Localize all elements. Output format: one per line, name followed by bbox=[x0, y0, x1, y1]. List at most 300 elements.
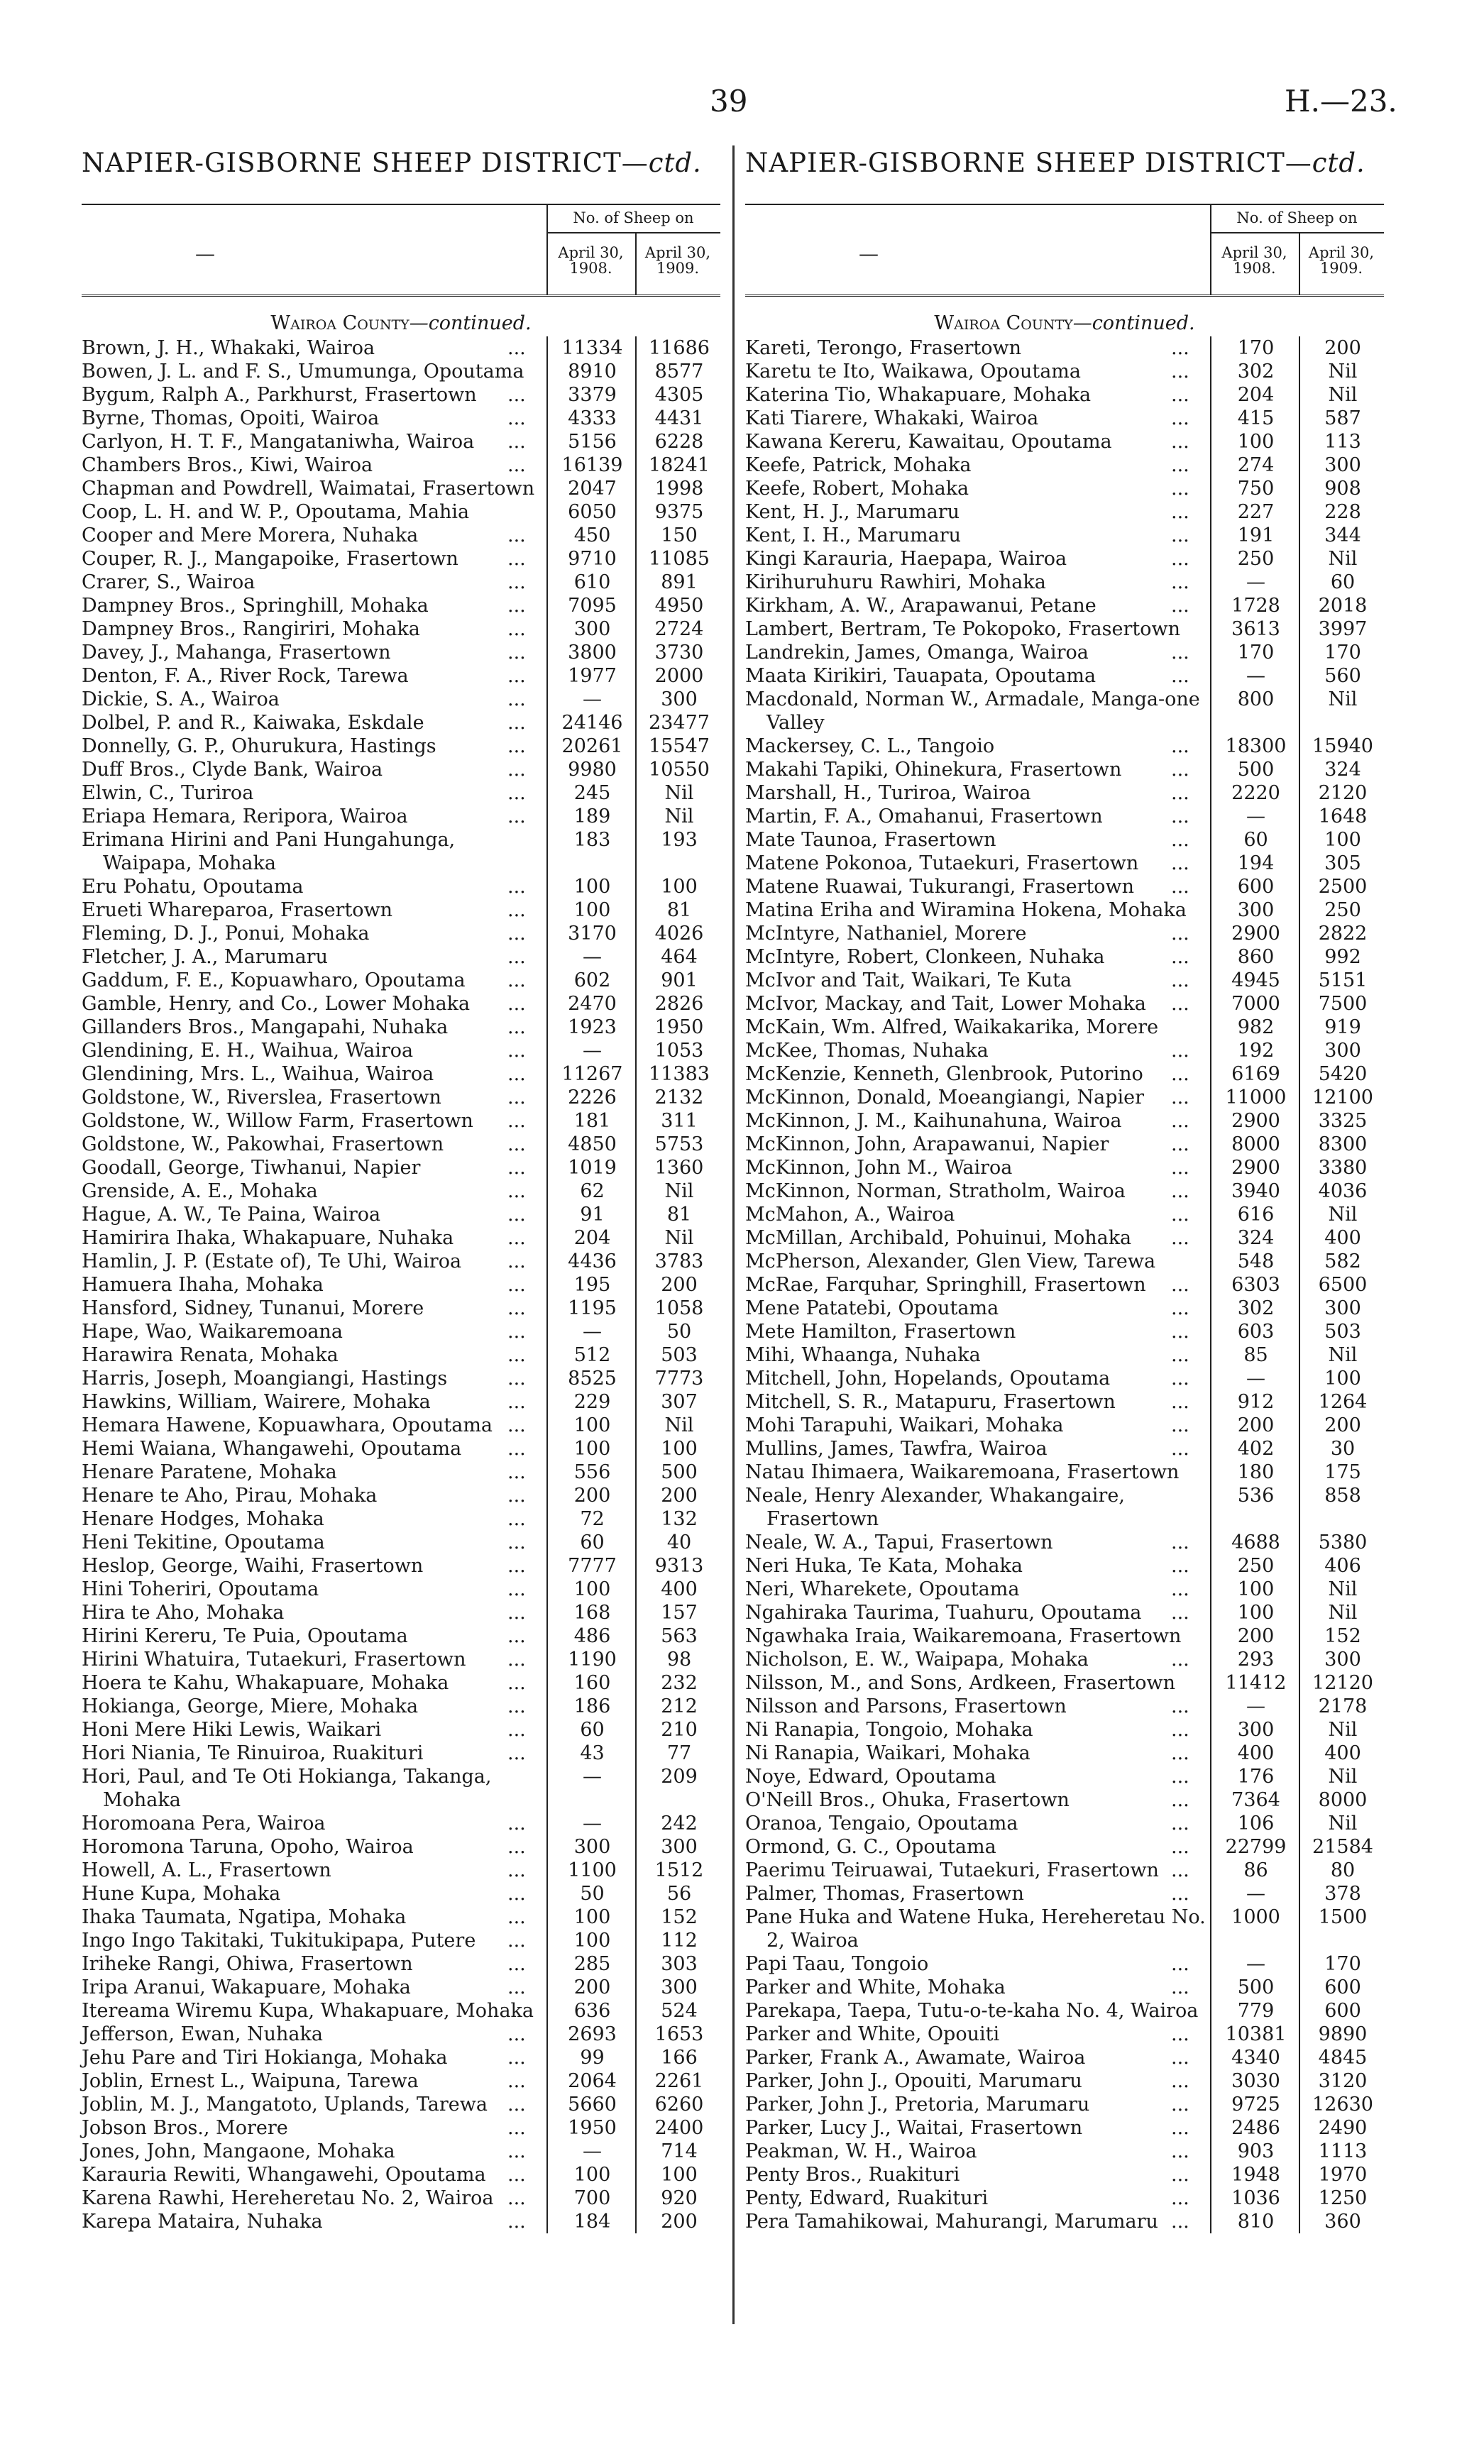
sheep-1908: 3379 bbox=[546, 383, 637, 407]
owner-name: Hokianga, George, Miere, Mohaka bbox=[82, 1695, 419, 1717]
sheep-1908: 486 bbox=[546, 1624, 637, 1648]
owner-name: Dolbel, P. and R., Kaiwaka, Eskdale bbox=[82, 712, 424, 734]
table-row bbox=[82, 2069, 720, 2093]
owner-name: Hamuera Ihaha, Mohaka bbox=[82, 1274, 324, 1296]
owner-name: Goodall, George, Tiwhanui, Napier bbox=[82, 1157, 421, 1179]
sheep-1908: — bbox=[546, 1765, 637, 1812]
sheep-1909: 81 bbox=[635, 898, 722, 922]
sheep-1909: Nil bbox=[1299, 1343, 1385, 1367]
sheep-1909: 100 bbox=[635, 1437, 722, 1461]
leader-dots: ... bbox=[507, 735, 526, 757]
sheep-1908: 810 bbox=[1210, 2210, 1300, 2233]
leader-dots: ... bbox=[507, 407, 526, 429]
leader-dots: ... bbox=[1171, 2023, 1189, 2045]
sheep-1908: 636 bbox=[546, 1999, 637, 2023]
owner-name: Gaddum, F. E., Kopuawharo, Opoutama bbox=[82, 969, 466, 991]
sheep-1908: 2486 bbox=[1210, 2116, 1300, 2140]
owner-name: Paerimu Teiruawai, Tutaekuri, Frasertown bbox=[745, 1859, 1159, 1881]
leader-dots: ... bbox=[1171, 524, 1189, 546]
owner-name: Nilsson and Parsons, Frasertown bbox=[745, 1695, 1067, 1717]
table-row bbox=[82, 407, 720, 430]
leader-dots: ... bbox=[1171, 1976, 1189, 1998]
owner-name: Joblin, Ernest L., Waipuna, Tarewa bbox=[82, 2070, 419, 2092]
leader-dots: ... bbox=[507, 1953, 526, 1975]
owner-name: McIntyre, Nathaniel, Morere bbox=[745, 923, 1027, 945]
sheep-1909: 992 bbox=[1299, 945, 1385, 969]
sheep-1909: Nil bbox=[1299, 1601, 1385, 1624]
table-row bbox=[745, 1554, 1384, 1578]
leader-dots: ... bbox=[1171, 642, 1189, 664]
leader-dots: ... bbox=[1171, 501, 1189, 523]
sheep-1908: 60 bbox=[1210, 828, 1300, 852]
owner-name: McKain, Wm. Alfred, Waikakarika, Morere bbox=[745, 1016, 1159, 1038]
table-row bbox=[745, 1461, 1384, 1484]
county-name: Wairoa County bbox=[934, 312, 1073, 334]
table-row bbox=[82, 945, 720, 969]
leader-dots: ... bbox=[507, 1742, 526, 1764]
sheep-1909: 1950 bbox=[635, 1016, 722, 1039]
leader-dots: ... bbox=[507, 899, 526, 921]
leader-dots: ... bbox=[507, 1695, 526, 1717]
table-row bbox=[82, 1133, 720, 1156]
table-row bbox=[745, 2140, 1384, 2163]
sheep-1908: 860 bbox=[1210, 945, 1300, 969]
leader-dots: ... bbox=[1171, 1953, 1189, 1975]
sheep-1909: 3997 bbox=[1299, 617, 1385, 641]
sheep-1908: 450 bbox=[546, 524, 637, 547]
sheep-1909: Nil bbox=[635, 1226, 722, 1250]
sheep-1909: 21584 bbox=[1299, 1835, 1385, 1859]
owner-name: Hini Toheriri, Opoutama bbox=[82, 1578, 319, 1600]
owner-name: Horomoana Pera, Wairoa bbox=[82, 1813, 326, 1835]
sheep-1909: 2000 bbox=[635, 664, 722, 688]
table-row bbox=[82, 1929, 720, 1952]
table-row bbox=[82, 875, 720, 898]
leader-dots: ... bbox=[507, 337, 526, 359]
sheep-1909: 200 bbox=[1299, 1414, 1385, 1437]
table-row bbox=[82, 735, 720, 758]
table-row bbox=[82, 1859, 720, 1882]
owner-name: Bowen, J. L. and F. S., Umumunga, Opoutama bbox=[82, 361, 524, 383]
leader-dots: ... bbox=[507, 923, 526, 945]
table-row bbox=[745, 2163, 1384, 2187]
sheep-1909: 193 bbox=[635, 828, 722, 875]
owner-name: Neale, W. A., Tapui, Frasertown bbox=[745, 1531, 1053, 1553]
owner-name: Hague, A. W., Te Paina, Wairoa bbox=[82, 1204, 381, 1226]
leader-dots: ... bbox=[507, 1016, 526, 1038]
owner-name: Peakman, W. H., Wairoa bbox=[745, 2140, 977, 2162]
table-row bbox=[745, 1976, 1384, 1999]
leader-dots: ... bbox=[507, 1813, 526, 1835]
leader-dots: ... bbox=[1171, 1555, 1189, 1577]
sheep-1909: 1264 bbox=[1299, 1390, 1385, 1414]
owner-name: Parker, Frank A., Awamate, Wairoa bbox=[745, 2047, 1086, 2069]
sheep-1908: 4688 bbox=[1210, 1531, 1300, 1554]
sheep-1908: — bbox=[546, 945, 637, 969]
sheep-1909: 1250 bbox=[1299, 2187, 1385, 2210]
table-row bbox=[82, 1882, 720, 1905]
leader-dots: ... bbox=[507, 2211, 526, 2233]
sheep-1908: 100 bbox=[1210, 430, 1300, 453]
owner-name: Penty, Edward, Ruakituri bbox=[745, 2187, 989, 2209]
leader-dots: ... bbox=[507, 1976, 526, 1998]
owner-name: Ni Ranapia, Waikari, Mohaka bbox=[745, 1742, 1030, 1764]
owner-name: Noye, Edward, Opoutama bbox=[745, 1766, 996, 1788]
sheep-1909: 11686 bbox=[635, 336, 722, 360]
leader-dots: ... bbox=[1171, 1789, 1189, 1811]
sheep-1908: — bbox=[1210, 1367, 1300, 1390]
sheep-1909: 300 bbox=[635, 1835, 722, 1859]
table-header bbox=[745, 204, 1384, 297]
district-title-right bbox=[745, 148, 1365, 178]
table-row bbox=[82, 500, 720, 524]
sheep-1909: 858 bbox=[1299, 1484, 1385, 1531]
leader-dots: ... bbox=[1171, 337, 1189, 359]
sheep-1909: 11085 bbox=[635, 547, 722, 571]
sheep-1909: Nil bbox=[635, 1414, 722, 1437]
sheep-1908: 11412 bbox=[1210, 1671, 1300, 1695]
owner-name: Gillanders Bros., Mangapahi, Nuhaka bbox=[82, 1016, 449, 1038]
leader-dots: ... bbox=[1171, 1274, 1189, 1296]
sheep-1909: 400 bbox=[1299, 1226, 1385, 1250]
owner-name: Mitchell, John, Hopelands, Opoutama bbox=[745, 1368, 1111, 1390]
owner-name: Bygum, Ralph A., Parkhurst, Frasertown bbox=[82, 384, 477, 406]
leader-dots: ... bbox=[1171, 1859, 1189, 1881]
owner-name: McKinnon, J. M., Kaihunahuna, Wairoa bbox=[745, 1110, 1122, 1132]
table-row bbox=[82, 1765, 720, 1812]
owner-name: Fletcher, J. A., Marumaru bbox=[82, 946, 328, 968]
table-row bbox=[82, 664, 720, 688]
sheep-1908: 300 bbox=[1210, 898, 1300, 922]
leader-dots: ... bbox=[1171, 407, 1189, 429]
sheep-1908: 181 bbox=[546, 1109, 637, 1133]
owner-name: Parker, Lucy J., Waitai, Frasertown bbox=[745, 2117, 1083, 2139]
owner-name: Ngawhaka Iraia, Waikaremoana, Frasertown bbox=[745, 1625, 1182, 1647]
sheep-1909: 563 bbox=[635, 1624, 722, 1648]
table-row bbox=[82, 1297, 720, 1320]
sheep-1908: 6169 bbox=[1210, 1062, 1300, 1086]
table-row bbox=[82, 1507, 720, 1531]
sheep-1908: 100 bbox=[546, 1929, 637, 1952]
owner-name: Elwin, C., Turiroa bbox=[82, 782, 254, 804]
sheep-1909: 113 bbox=[1299, 430, 1385, 453]
sheep-1908: 245 bbox=[546, 781, 637, 805]
sheep-1909: 6500 bbox=[1299, 1273, 1385, 1297]
owner-name: Henare Paratene, Mohaka bbox=[82, 1461, 337, 1483]
leader-dots: ... bbox=[1171, 1742, 1189, 1764]
leader-dots: ... bbox=[1171, 852, 1189, 874]
sheep-1909: 40 bbox=[635, 1531, 722, 1554]
sheep-1908: — bbox=[1210, 1695, 1300, 1718]
leader-dots: ... bbox=[507, 805, 526, 827]
sheep-1908: 300 bbox=[546, 1835, 637, 1859]
leader-dots: ... bbox=[507, 1859, 526, 1881]
sheep-1908: 7000 bbox=[1210, 992, 1300, 1016]
sheep-1908: — bbox=[1210, 571, 1300, 594]
table-row bbox=[745, 1203, 1384, 1226]
sheep-1908: 1000 bbox=[1210, 1905, 1300, 1952]
owner-name: Cooper and Mere Morera, Nuhaka bbox=[82, 524, 419, 546]
leader-dots: ... bbox=[1171, 993, 1189, 1015]
sheep-1909: 15940 bbox=[1299, 735, 1385, 758]
table-row bbox=[82, 594, 720, 617]
leader-dots: ... bbox=[507, 1461, 526, 1483]
table-row bbox=[82, 1695, 720, 1718]
table-header bbox=[82, 204, 720, 297]
sheep-1908: 1728 bbox=[1210, 594, 1300, 617]
owner-name: Landrekin, James, Omanga, Wairoa bbox=[745, 642, 1089, 664]
owner-name: Honi Mere Hiki Lewis, Waikari bbox=[82, 1719, 382, 1741]
table-row bbox=[82, 1062, 720, 1086]
table-row bbox=[82, 711, 720, 735]
table-row bbox=[82, 1437, 720, 1461]
sheep-1908: 2220 bbox=[1210, 781, 1300, 805]
county-heading bbox=[82, 312, 720, 336]
sheep-1909: 6260 bbox=[635, 2093, 722, 2116]
sheep-1908: 9980 bbox=[546, 758, 637, 781]
sheep-1908: 100 bbox=[1210, 1578, 1300, 1601]
leader-dots: ... bbox=[507, 782, 526, 804]
sheep-1908: 4333 bbox=[546, 407, 637, 430]
leader-dots: ... bbox=[507, 2070, 526, 2092]
sheep-1908: 402 bbox=[1210, 1437, 1300, 1461]
sheep-1909: Nil bbox=[1299, 1718, 1385, 1742]
owner-name: McIvor, Mackay, and Tait, Lower Mohaka bbox=[745, 993, 1146, 1015]
sheep-1908: — bbox=[546, 1039, 637, 1062]
table-row bbox=[745, 477, 1384, 500]
column-header-1909: April 30, 1909. bbox=[1308, 244, 1375, 277]
leader-dots: ... bbox=[507, 548, 526, 570]
owner-name: Coop, L. H. and W. P., Opoutama, Mahia bbox=[82, 501, 470, 523]
sheep-1909: 9375 bbox=[635, 500, 722, 524]
leader-dots: ... bbox=[507, 1485, 526, 1507]
sheep-1908: 3940 bbox=[1210, 1179, 1300, 1203]
table-row bbox=[82, 2163, 720, 2187]
sheep-1908: 1036 bbox=[1210, 2187, 1300, 2210]
sheep-1909: 9313 bbox=[635, 1554, 722, 1578]
table-row bbox=[82, 2023, 720, 2046]
table-row bbox=[745, 1624, 1384, 1648]
owner-name: Duff Bros., Clyde Bank, Wairoa bbox=[82, 759, 383, 781]
table-row bbox=[745, 524, 1384, 547]
table-row bbox=[745, 641, 1384, 664]
county-name: Wairoa County bbox=[270, 312, 410, 334]
leader-dots: ... bbox=[1171, 665, 1189, 687]
leader-dots: ... bbox=[1171, 1297, 1189, 1319]
table-row bbox=[82, 571, 720, 594]
owner-name: Eru Pohatu, Opoutama bbox=[82, 876, 304, 898]
owner-name: Ni Ranapia, Tongoio, Mohaka bbox=[745, 1719, 1033, 1741]
sheep-1909: 2822 bbox=[1299, 922, 1385, 945]
sheep-1909: 311 bbox=[635, 1109, 722, 1133]
sheep-1908: 293 bbox=[1210, 1648, 1300, 1671]
owner-name: Gamble, Henry, and Co., Lower Mohaka bbox=[82, 993, 471, 1015]
leader-dots: ... bbox=[507, 969, 526, 991]
table-row bbox=[745, 875, 1384, 898]
sheep-1908: 160 bbox=[546, 1671, 637, 1695]
sheep-1908: 9710 bbox=[546, 547, 637, 571]
leader-dots: ... bbox=[1171, 1719, 1189, 1741]
table-row bbox=[82, 1484, 720, 1507]
leader-dots: ... bbox=[1171, 2070, 1189, 2092]
owner-name: Kingi Karauria, Haepapa, Wairoa bbox=[745, 548, 1067, 570]
leader-dots: ... bbox=[507, 2023, 526, 2045]
leader-dots: ... bbox=[507, 1508, 526, 1530]
owner-name: Mate Taunoa, Frasertown bbox=[745, 829, 996, 851]
sheep-1909: 8300 bbox=[1299, 1133, 1385, 1156]
sheep-1909: 6228 bbox=[635, 430, 722, 453]
table-row bbox=[745, 1859, 1384, 1882]
sheep-1909: 5151 bbox=[1299, 969, 1385, 992]
sheep-1909: 175 bbox=[1299, 1461, 1385, 1484]
sheep-1908: 1100 bbox=[546, 1859, 637, 1882]
leader-dots: ... bbox=[507, 1649, 526, 1671]
owner-name: Katerina Tio, Whakapuare, Mohaka bbox=[745, 384, 1092, 406]
sheep-1908: 200 bbox=[546, 1976, 637, 1999]
document-reference: H.—23. bbox=[1285, 84, 1397, 119]
owner-name: Heni Tekitine, Opoutama bbox=[82, 1531, 325, 1553]
sheep-1909: 919 bbox=[1299, 1016, 1385, 1039]
owner-name: McMillan, Archibald, Pohuinui, Mohaka bbox=[745, 1227, 1132, 1249]
owner-name: Keefe, Patrick, Mohaka bbox=[745, 454, 972, 476]
owner-name: Ngahiraka Taurima, Tuahuru, Opoutama bbox=[745, 1602, 1142, 1624]
sheep-1908: 43 bbox=[546, 1742, 637, 1765]
leader-dots: ... bbox=[1171, 1227, 1189, 1249]
leader-dots: ... bbox=[507, 993, 526, 1015]
table-row bbox=[82, 1179, 720, 1203]
owner-name: Karena Rawhi, Hereheretau No. 2, Wairoa bbox=[82, 2187, 494, 2209]
owner-name: McKee, Thomas, Nuhaka bbox=[745, 1040, 989, 1062]
owner-name: McKinnon, John, Arapawanui, Napier bbox=[745, 1133, 1109, 1155]
sheep-1908: 250 bbox=[1210, 547, 1300, 571]
leader-dots: ... bbox=[1171, 735, 1189, 757]
table-row bbox=[745, 2093, 1384, 2116]
district-title-suffix: ctd. bbox=[1312, 148, 1365, 178]
leader-dots: ... bbox=[1171, 969, 1189, 991]
owner-name: Parker, John J., Pretoria, Marumaru bbox=[745, 2094, 1090, 2116]
sheep-1909: 2178 bbox=[1299, 1695, 1385, 1718]
sheep-1909: 2018 bbox=[1299, 594, 1385, 617]
owner-name: Lambert, Bertram, Te Pokopoko, Frasertown bbox=[745, 618, 1180, 640]
sheep-1908: 229 bbox=[546, 1390, 637, 1414]
sheep-1909: 2120 bbox=[1299, 781, 1385, 805]
table-row bbox=[745, 1882, 1384, 1905]
sheep-1908: 50 bbox=[546, 1882, 637, 1905]
sheep-1909: 3380 bbox=[1299, 1156, 1385, 1179]
sheep-1908: 9725 bbox=[1210, 2093, 1300, 2116]
leader-dots: ... bbox=[507, 946, 526, 968]
sheep-1909: 200 bbox=[635, 1484, 722, 1507]
owner-name: Kent, H. J., Marumaru bbox=[745, 501, 960, 523]
sheep-1908: 7777 bbox=[546, 1554, 637, 1578]
table-row bbox=[745, 500, 1384, 524]
sheep-1909: Nil bbox=[635, 1179, 722, 1203]
table-row bbox=[82, 1952, 720, 1976]
sheep-1908: 5660 bbox=[546, 2093, 637, 2116]
sheep-1909: 12630 bbox=[1299, 2093, 1385, 2116]
owner-name: Matene Pokonoa, Tutaekuri, Frasertown bbox=[745, 852, 1139, 874]
table-row bbox=[82, 1742, 720, 1765]
owner-name: Kirkham, A. W., Arapawanui, Petane bbox=[745, 595, 1096, 617]
sheep-1908: 180 bbox=[1210, 1461, 1300, 1484]
sheep-1909: 400 bbox=[1299, 1742, 1385, 1765]
table-row bbox=[82, 1648, 720, 1671]
sheep-1909: Nil bbox=[1299, 1203, 1385, 1226]
sheep-1909: 1360 bbox=[635, 1156, 722, 1179]
table-row bbox=[745, 1812, 1384, 1835]
table-row bbox=[82, 547, 720, 571]
sheep-1908: 912 bbox=[1210, 1390, 1300, 1414]
sheep-1908: 100 bbox=[546, 1905, 637, 1929]
owner-name: Macdonald, Norman W., Armadale, Manga-one Valley bbox=[745, 688, 1200, 734]
leader-dots: ... bbox=[1171, 2140, 1189, 2162]
owner-name: Hawkins, William, Wairere, Mohaka bbox=[82, 1391, 431, 1413]
leader-dots: ... bbox=[1171, 2094, 1189, 2116]
sheep-1909: 12120 bbox=[1299, 1671, 1385, 1695]
leader-dots: ... bbox=[507, 688, 526, 710]
sheep-1908: 536 bbox=[1210, 1484, 1300, 1531]
table-row bbox=[82, 1086, 720, 1109]
owner-name: Ihaka Taumata, Ngatipa, Mohaka bbox=[82, 1906, 407, 1928]
table-row bbox=[745, 898, 1384, 922]
district-title-text: NAPIER-GISBORNE SHEEP DISTRICT— bbox=[82, 148, 649, 178]
sheep-1908: 5156 bbox=[546, 430, 637, 453]
sheep-1909: 4036 bbox=[1299, 1179, 1385, 1203]
sheep-1909: 232 bbox=[635, 1671, 722, 1695]
owner-name: Davey, J., Mahanga, Frasertown bbox=[82, 642, 391, 664]
leader-dots: ... bbox=[507, 2140, 526, 2162]
table-row bbox=[82, 922, 720, 945]
sheep-1909: 56 bbox=[635, 1882, 722, 1905]
sheep-1908: 1977 bbox=[546, 664, 637, 688]
owner-name: Pane Huka and Watene Huka, Hereheretau No. 2, Wairoa bbox=[745, 1906, 1206, 1952]
sheep-1909: 50 bbox=[635, 1320, 722, 1343]
owner-name: Mene Patatebi, Opoutama bbox=[745, 1297, 999, 1319]
leader-dots: ... bbox=[1171, 1180, 1189, 1202]
table-row bbox=[745, 1999, 1384, 2023]
sheep-1908: 18300 bbox=[1210, 735, 1300, 758]
sheep-1908: 3800 bbox=[546, 641, 637, 664]
table-row bbox=[82, 1554, 720, 1578]
sheep-1909: 228 bbox=[1299, 500, 1385, 524]
sheep-1908: 204 bbox=[546, 1226, 637, 1250]
sheep-1909: 4305 bbox=[635, 383, 722, 407]
leader-dots: ... bbox=[507, 1930, 526, 1952]
sheep-1909: 600 bbox=[1299, 1976, 1385, 1999]
sheep-1909: 587 bbox=[1299, 407, 1385, 430]
owner-name: Howell, A. L., Frasertown bbox=[82, 1859, 331, 1881]
sheep-1908: 22799 bbox=[1210, 1835, 1300, 1859]
sheep-1909: Nil bbox=[1299, 1578, 1385, 1601]
leader-dots: ... bbox=[1171, 571, 1189, 593]
sheep-1909: Nil bbox=[635, 781, 722, 805]
owner-name: Hoera te Kahu, Whakapuare, Mohaka bbox=[82, 1672, 449, 1694]
table-row bbox=[745, 407, 1384, 430]
leader-dots: ... bbox=[1171, 454, 1189, 476]
sheep-1908: 20261 bbox=[546, 735, 637, 758]
leader-dots: ... bbox=[1171, 1344, 1189, 1366]
leader-dots: ... bbox=[1171, 2164, 1189, 2186]
owner-name: Eriapa Hemara, Reripora, Wairoa bbox=[82, 805, 408, 827]
sheep-1909: 500 bbox=[635, 1461, 722, 1484]
table-row bbox=[82, 430, 720, 453]
sheep-1909: Nil bbox=[635, 805, 722, 828]
county-continued: —continued. bbox=[409, 312, 532, 334]
table-row bbox=[82, 781, 720, 805]
sheep-1908: 800 bbox=[1210, 688, 1300, 735]
owner-name: McKenzie, Kenneth, Glenbrook, Putorino bbox=[745, 1063, 1143, 1085]
sheep-1909: 3783 bbox=[635, 1250, 722, 1273]
